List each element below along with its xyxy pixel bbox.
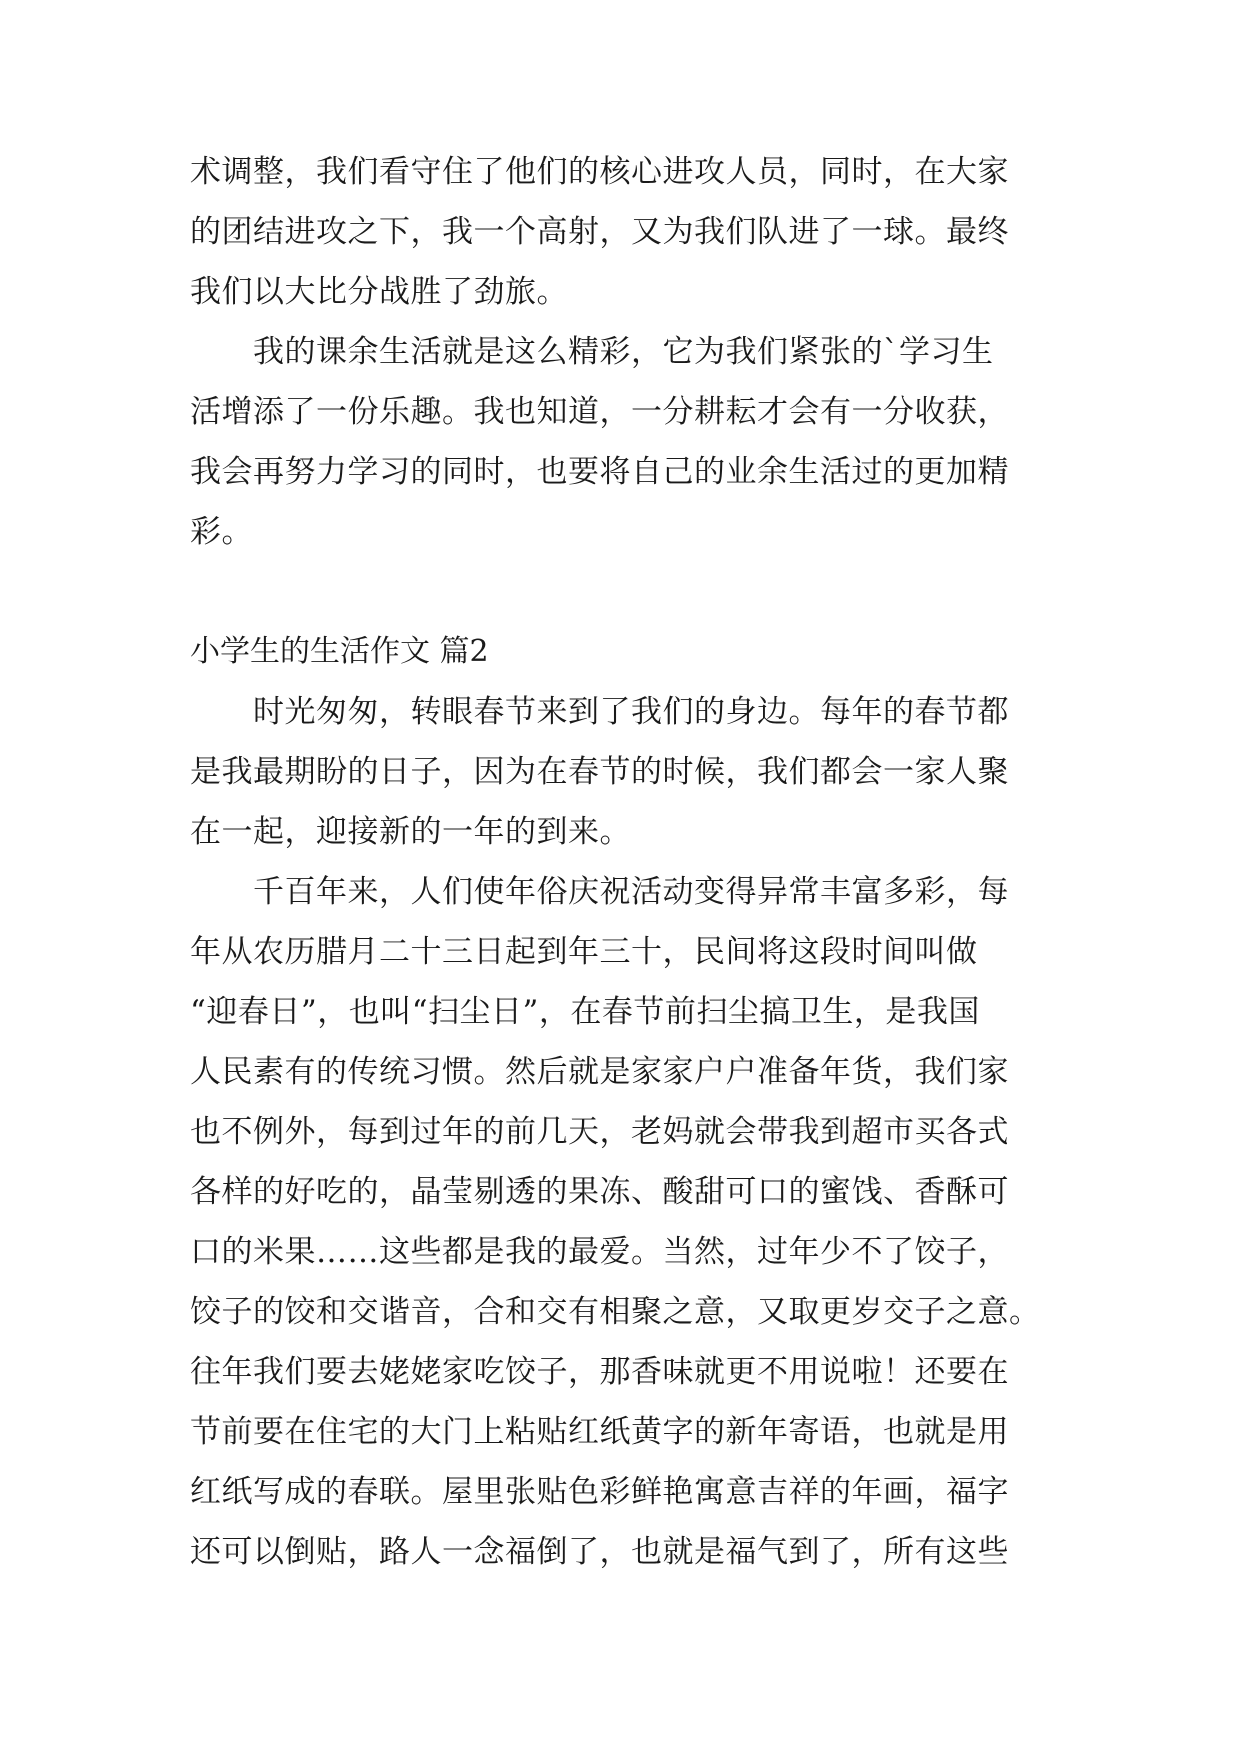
section-heading: 小学生的生活作文 篇2	[190, 634, 489, 669]
text-line: 人民素有的传统习惯。然后就是家家户户准备年货，我们家	[190, 1054, 1009, 1090]
text-line: 我会再努力学习的同时，也要将自己的业余生活过的更加精	[190, 454, 1009, 490]
text-line: 是我最期盼的日子，因为在春节的时候，我们都会一家人聚	[190, 754, 1009, 790]
text-line: 的团结进攻之下，我一个高射，又为我们队进了一球。最终	[190, 214, 1009, 250]
text-line: 在一起，迎接新的一年的到来。	[190, 814, 631, 850]
text-line: 年从农历腊月二十三日起到年三十，民间将这段时间叫做	[190, 934, 978, 970]
text-line: 红纸写成的春联。屋里张贴色彩鲜艳寓意吉祥的年画，福字	[190, 1474, 1009, 1510]
text-line: 术调整，我们看守住了他们的核心进攻人员，同时，在大家	[190, 154, 1009, 190]
text-line: 饺子的饺和交谐音，合和交有相聚之意，又取更岁交子之意。	[190, 1294, 1041, 1330]
text-line: 千百年来，人们使年俗庆祝活动变得异常丰富多彩，每	[190, 874, 1009, 910]
text-line: 节前要在住宅的大门上粘贴红纸黄字的新年寄语，也就是用	[190, 1414, 1009, 1450]
text-line: 还可以倒贴，路人一念福倒了，也就是福气到了，所有这些	[190, 1534, 1009, 1570]
text-line: 我们以大比分战胜了劲旅。	[190, 274, 568, 310]
text-line: 各样的好吃的，晶莹剔透的果冻、酸甜可口的蜜饯、香酥可	[190, 1174, 1009, 1210]
text-line: 也不例外，每到过年的前几天，老妈就会带我到超市买各式	[190, 1114, 1009, 1150]
text-line: 口的米果……这些都是我的最爱。当然，过年少不了饺子，	[190, 1234, 1009, 1270]
text-line: “迎春日”，也叫“扫尘日”，在春节前扫尘搞卫生，是我国	[190, 994, 980, 1030]
text-line: 活增添了一份乐趣。我也知道，一分耕耘才会有一分收获，	[190, 394, 1009, 430]
text-line: 时光匆匆，转眼春节来到了我们的身边。每年的春节都	[190, 694, 1009, 730]
text-line: 彩。	[190, 514, 253, 550]
text-line: 我的课余生活就是这么精彩，它为我们紧张的`学习生	[190, 334, 994, 370]
text-line: 往年我们要去姥姥家吃饺子，那香味就更不用说啦！还要在	[190, 1354, 1009, 1390]
